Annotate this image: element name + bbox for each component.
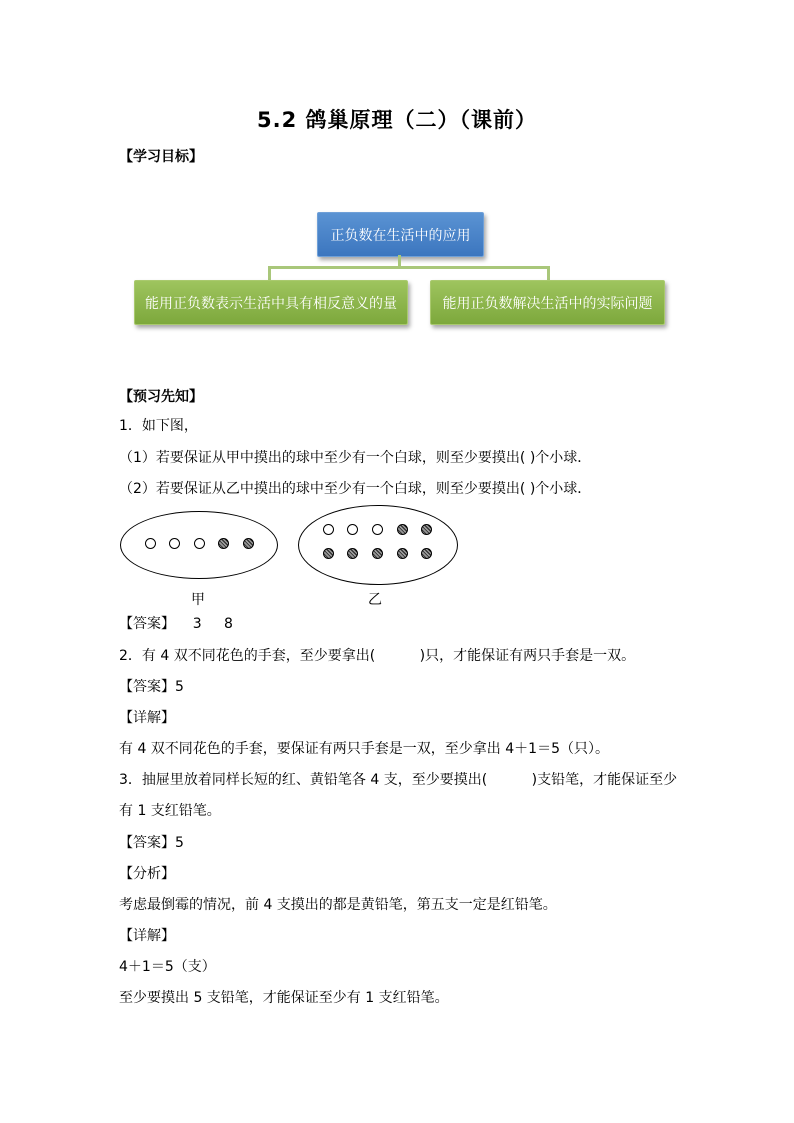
connector-left bbox=[268, 266, 271, 280]
q2-detail: 有 4 双不同花色的手套，要保证有两只手套是一双，至少拿出 4＋1＝5（只）。 bbox=[119, 741, 609, 757]
white-ball bbox=[169, 538, 180, 549]
q1-part2: （2）若要保证从乙中摸出的球中至少有一个白球，则至少要摸出( )个小球． bbox=[119, 481, 592, 497]
dark-ball bbox=[421, 524, 432, 535]
q3-conclusion: 至少要摸出 5 支铅笔，才能保证至少有 1 支红铅笔。 bbox=[119, 990, 449, 1006]
q1-part1: （1）若要保证从甲中摸出的球中至少有一个白球，则至少要摸出( )个小球． bbox=[119, 450, 592, 466]
dark-ball bbox=[323, 548, 334, 559]
connector-right bbox=[547, 266, 550, 280]
diagram-top-box: 正负数在生活中的应用 bbox=[317, 212, 484, 257]
dark-ball bbox=[397, 548, 408, 559]
white-ball bbox=[372, 524, 383, 535]
dark-ball bbox=[421, 548, 432, 559]
section-learning-goals: 【学习目标】 bbox=[119, 149, 203, 165]
white-ball bbox=[194, 538, 205, 549]
q2-detail-label: 【详解】 bbox=[119, 710, 175, 726]
diagram-right-box: 能用正负数解决生活中的实际问题 bbox=[430, 280, 665, 325]
dark-ball bbox=[347, 548, 358, 559]
q3-analysis: 考虑最倒霉的情况，前 4 支摸出的都是黄铅笔，第五支一定是红铅笔。 bbox=[119, 897, 557, 913]
white-ball bbox=[323, 524, 334, 535]
q3-analysis-label: 【分析】 bbox=[119, 866, 175, 882]
q3-stem-line2: 有 1 支红铅笔。 bbox=[119, 803, 221, 819]
dark-ball bbox=[372, 548, 383, 559]
connector-horizontal bbox=[268, 266, 550, 269]
q2-answer: 【答案】5 bbox=[119, 679, 184, 695]
ellipse-b bbox=[298, 505, 458, 585]
white-ball bbox=[347, 524, 358, 535]
section-preview: 【预习先知】 bbox=[119, 389, 203, 405]
diagram-left-box: 能用正负数表示生活中具有相反意义的量 bbox=[134, 280, 408, 325]
page-title: 5.2 鸽巢原理（二）（课前） bbox=[256, 108, 537, 132]
q3-calc: 4＋1＝5（支） bbox=[119, 959, 216, 975]
label-yi: 乙 bbox=[368, 592, 382, 608]
dark-ball bbox=[243, 538, 254, 549]
q2-stem: 2．有 4 双不同花色的手套，至少要拿出( )只，才能保证有两只手套是一双。 bbox=[119, 648, 636, 664]
q1-stem: 1．如下图， bbox=[119, 418, 198, 434]
white-ball bbox=[145, 538, 156, 549]
dark-ball bbox=[218, 538, 229, 549]
q3-detail-label: 【详解】 bbox=[119, 928, 175, 944]
q1-answer: 【答案】 3 8 bbox=[119, 616, 233, 632]
dark-ball bbox=[397, 524, 408, 535]
label-jia: 甲 bbox=[191, 592, 205, 608]
q3-stem-line1: 3．抽屉里放着同样长短的红、黄铅笔各 4 支，至少要摸出( )支铅笔，才能保证至少 bbox=[119, 772, 678, 788]
q3-answer: 【答案】5 bbox=[119, 835, 184, 851]
